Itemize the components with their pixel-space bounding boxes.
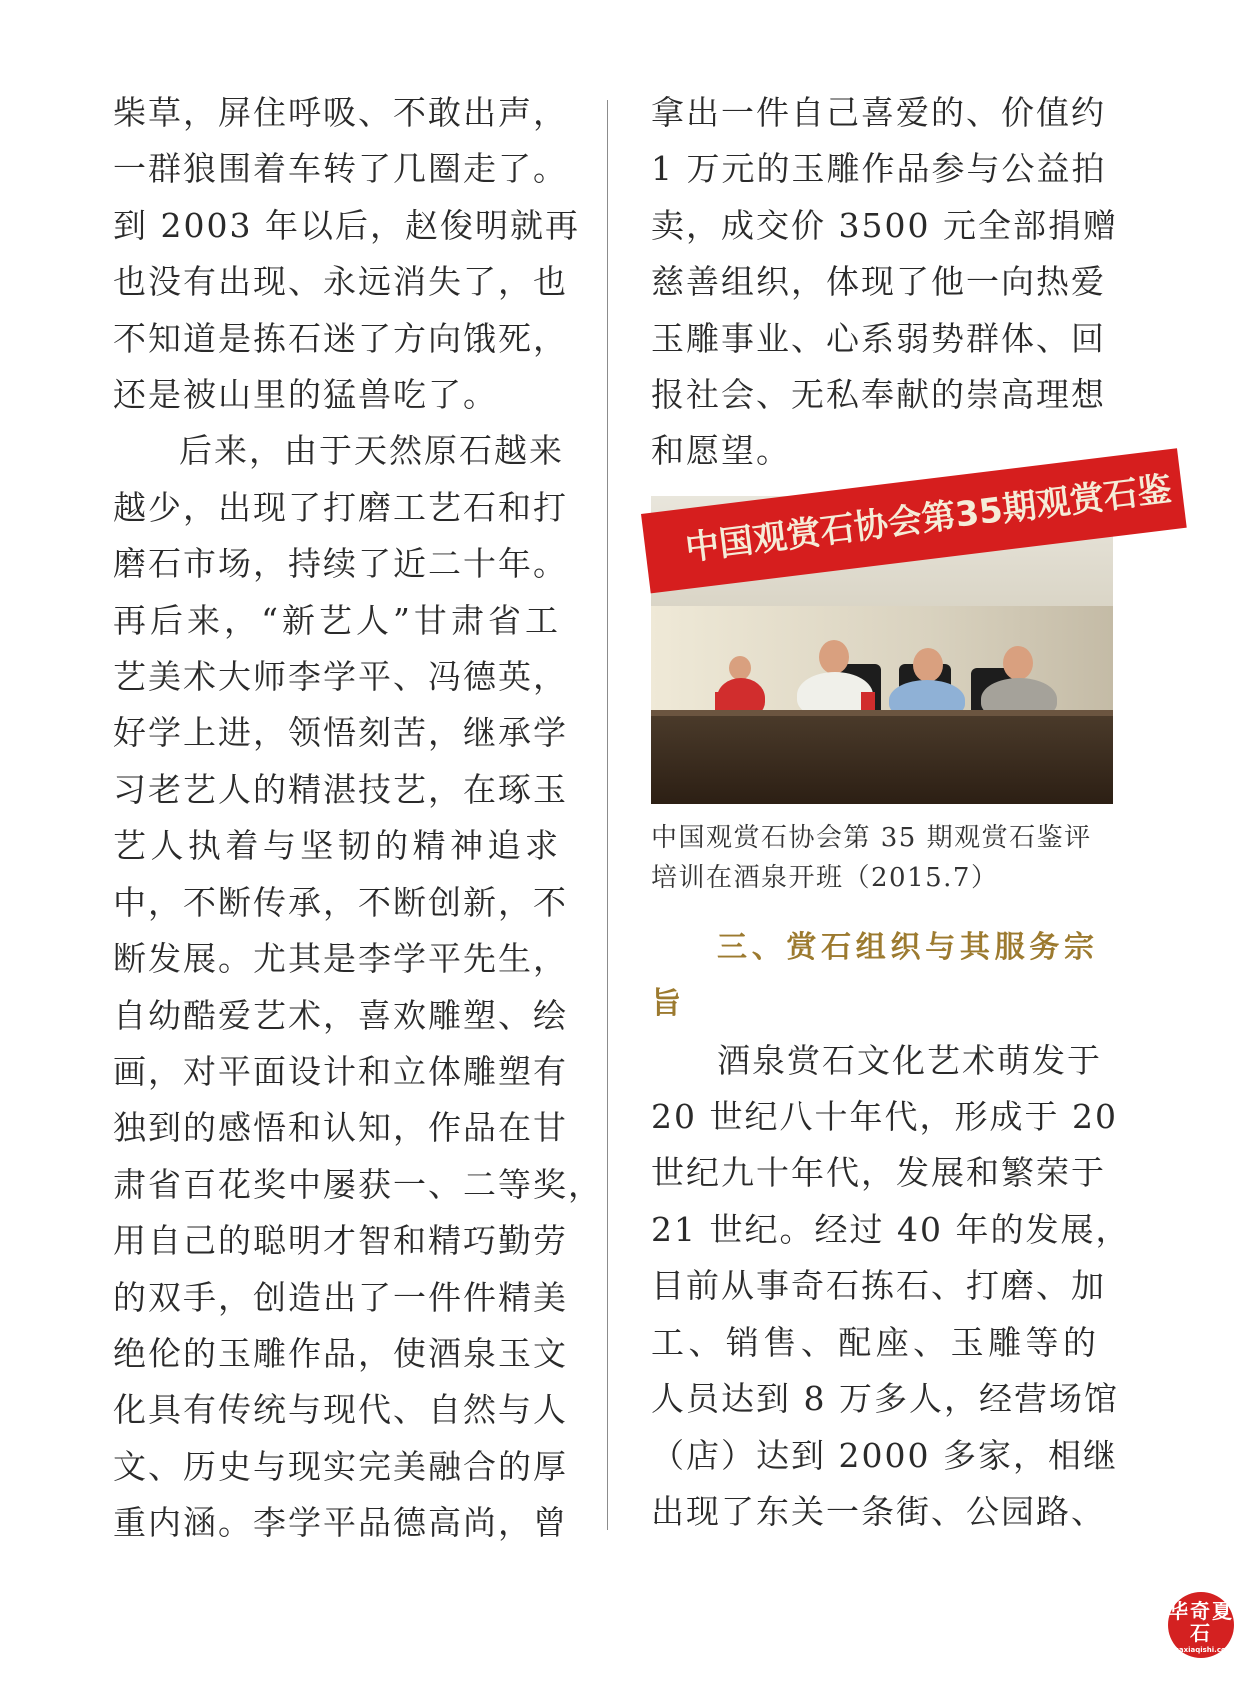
right-column xyxy=(651,85,1174,1540)
section-heading-line: 旨 xyxy=(651,986,685,1022)
text-line: 不知道是拣石迷了方向饿死， xyxy=(113,318,568,358)
logo-url: huaxiaqishi.com xyxy=(1168,1646,1234,1654)
column-divider xyxy=(607,100,608,1530)
caption-line: 培训在酒泉开班（2015.7） xyxy=(651,862,999,893)
text-line: 柴草，屏住呼吸、不敢出声， xyxy=(113,93,568,132)
text-line: 拿出一件自己喜爱的、价值约 xyxy=(651,93,1106,132)
text-line: 化具有传统与现代、自然与人 xyxy=(113,1390,568,1430)
text-line: 肃省百花奖中屡获一、二等奖， xyxy=(113,1164,603,1204)
left-column xyxy=(113,85,603,1552)
text-line: 一群狼围着车转了几圈走了。 xyxy=(113,149,568,189)
text-line: 玉雕事业、心系弱势群体、回 xyxy=(651,318,1106,358)
text-line: 艺人执着与坚韧的精神追求 xyxy=(113,826,560,866)
text-line: 绝伦的玉雕作品，使酒泉玉文 xyxy=(113,1333,568,1373)
text-line: 人员达到 8 万多人，经营场馆 xyxy=(651,1379,1119,1419)
text-line: 工、销售、配座、玉雕等的 xyxy=(651,1322,1098,1362)
text-line: 目前从事奇石拣石、打磨、加 xyxy=(651,1266,1106,1306)
event-photo xyxy=(651,469,1174,804)
text-line: 卖，成交价 3500 元全部捐赠 xyxy=(651,205,1118,245)
text-line: 中，不断传承，不断创新，不 xyxy=(113,882,568,922)
text-line: 21 世纪。经过 40 年的发展， xyxy=(651,1209,1131,1249)
section-heading-line: 三、赏石组织与其服务宗 xyxy=(717,929,1098,965)
text-line: 文、历史与现实完美融合的厚 xyxy=(113,1446,568,1486)
section-heading xyxy=(651,920,1098,1033)
text-line: 1 万元的玉雕作品参与公益拍 xyxy=(651,149,1107,189)
site-logo xyxy=(1168,1592,1234,1658)
text-line: 独到的感悟和认知，作品在甘 xyxy=(113,1108,568,1148)
photo-banner: 中国观赏石协会第35期观赏石鉴 xyxy=(641,448,1187,593)
text-line: （店）达到 2000 多家，相继 xyxy=(651,1435,1118,1475)
text-line: 重内涵。李学平品德高尚，曾 xyxy=(113,1503,568,1543)
text-line: 也没有出现、永远消失了，也 xyxy=(113,262,568,302)
text-line: 磨石市场，持续了近二十年。 xyxy=(113,544,568,584)
text-line: 和愿望。 xyxy=(651,431,791,471)
text-line: 好学上进，领悟刻苦，继承学 xyxy=(113,713,568,753)
text-line: 画，对平面设计和立体雕塑有 xyxy=(113,1051,568,1091)
text-line: 习老艺人的精湛技艺，在琢玉 xyxy=(113,769,568,809)
text-line: 再后来，“新艺人”甘肃省工 xyxy=(113,600,560,640)
text-line: 越少，出现了打磨工艺石和打 xyxy=(113,487,568,527)
text-line: 酒泉赏石文化艺术萌发于 xyxy=(717,1040,1102,1080)
text-line: 报社会、无私奉献的崇高理想 xyxy=(651,375,1106,415)
text-line: 的双手，创造出了一件件精美 xyxy=(113,1277,568,1317)
text-line: 世纪九十年代，发展和繁荣于 xyxy=(651,1153,1106,1193)
text-line: 用自己的聪明才智和精巧勤劳 xyxy=(113,1221,568,1261)
right-top-text xyxy=(651,85,1118,480)
photo-caption xyxy=(651,818,1098,898)
text-line: 断发展。尤其是李学平先生， xyxy=(113,939,568,979)
text-line: 慈善组织，体现了他一向热爱 xyxy=(651,262,1106,302)
text-line: 后来，由于天然原石越来 xyxy=(179,431,564,471)
text-line: 还是被山里的猛兽吃了。 xyxy=(113,375,498,415)
text-line: 艺美术大师李学平、冯德英， xyxy=(113,657,568,697)
caption-line: 中国观赏石协会第 35 期观赏石鉴评 xyxy=(651,822,1092,853)
logo-chars: 华奇夏石 xyxy=(1168,1599,1234,1645)
right-bottom-text xyxy=(651,1033,1131,1541)
text-line: 20 世纪八十年代，形成于 20 xyxy=(651,1097,1118,1137)
text-line: 自幼酷爱艺术，喜欢雕塑、绘 xyxy=(113,995,568,1035)
text-line: 到 2003 年以后，赵俊明就再 xyxy=(113,205,580,245)
text-line: 出现了东关一条街、公园路、 xyxy=(651,1491,1106,1531)
